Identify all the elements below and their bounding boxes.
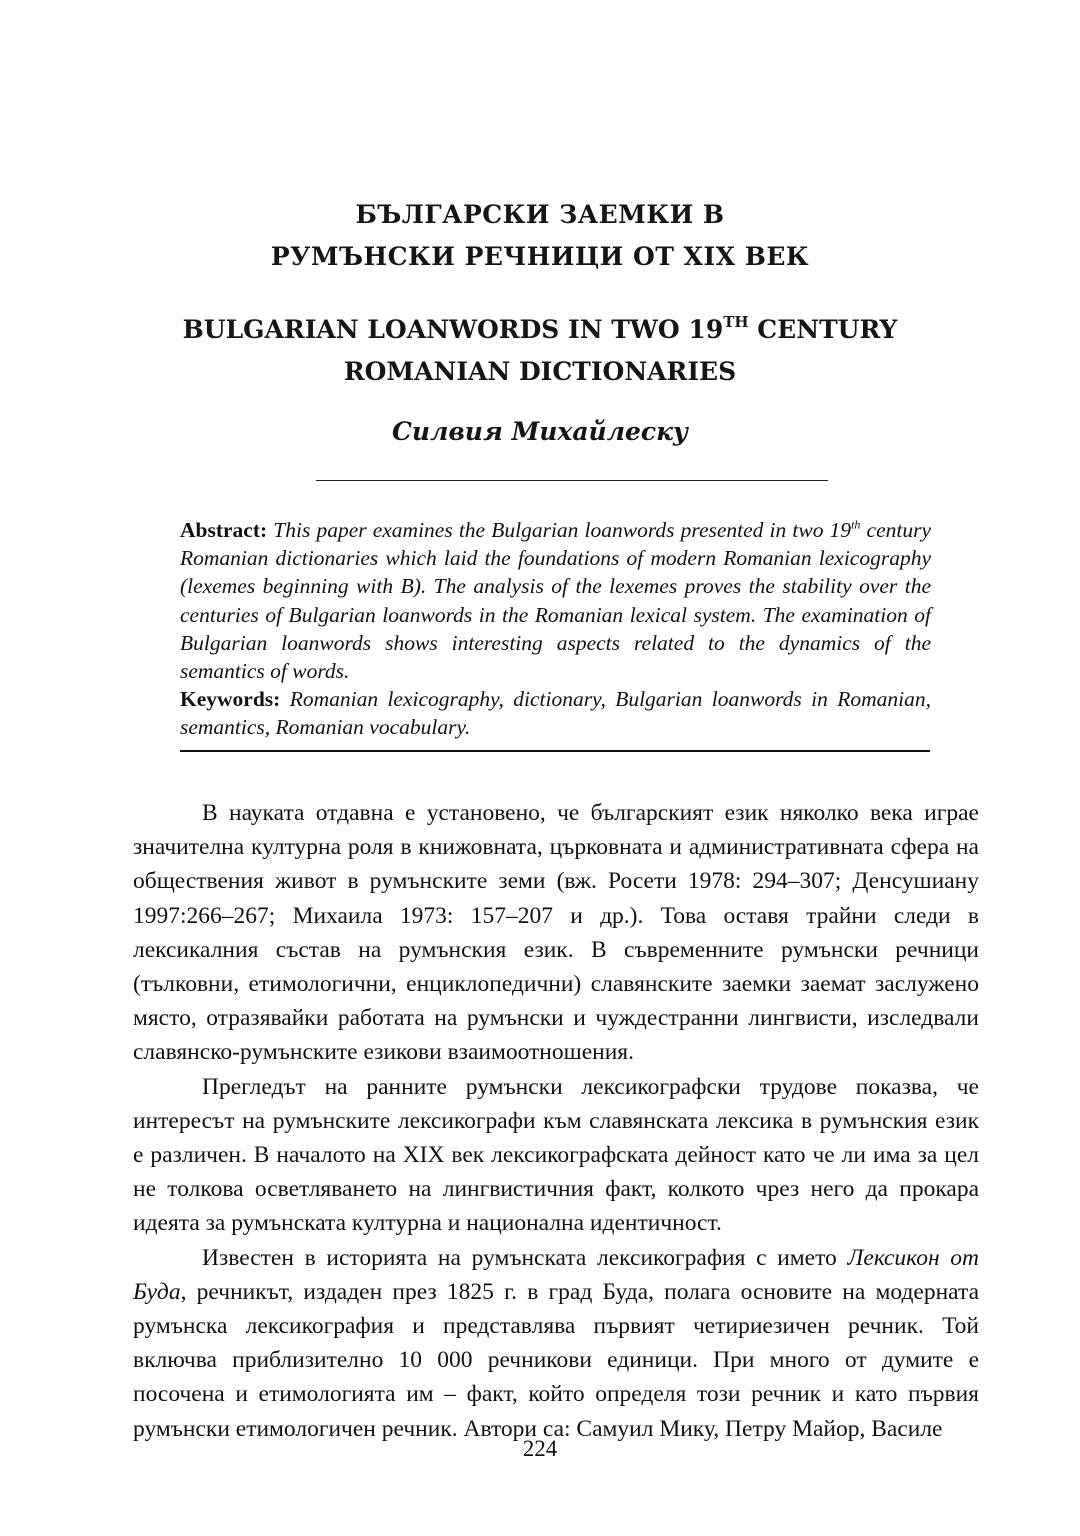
abstract-text: This paper examines the Bulgarian loanwords presented in two 19 bbox=[267, 518, 852, 542]
body-paragraph-3 bbox=[133, 1241, 979, 1446]
title-english-line-1-end: CENTURY bbox=[748, 315, 898, 344]
abstract-label: Abstract: bbox=[180, 518, 268, 542]
title-english-line-2: ROMANIAN DICTIONARIES bbox=[343, 357, 737, 386]
keywords-paragraph bbox=[180, 685, 931, 741]
title-divider bbox=[316, 480, 828, 481]
keywords-text: Romanian lexicography, dictionary, Bulgarian loanwords in Romanian, semantics, Romanian vocabulary. bbox=[180, 687, 931, 740]
abstract-text-cont: century Romanian dictionaries which laid the foundations of modern Romanian lexicography (lexemes beginning with B). The analysis of the lexemes proves the stability over the centuries of Bulgarian loanwords in the Romanian lexical system. The examination of Bulgarian loanwords shows interesting aspects related to the dynamics of the semantics of words. bbox=[180, 518, 931, 684]
title-bulgarian-line-1: БЪЛГАРСКИ ЗАЕМКИ В bbox=[355, 200, 725, 229]
title-bulgarian-line-2: РУМЪНСКИ РЕЧНИЦИ ОТ XIX ВЕК bbox=[270, 242, 810, 271]
abstract-superscript: th bbox=[851, 517, 861, 532]
body-paragraph-1: В науката отдавна е установено, че българският език няколко века играе значителна културна роля в книжовната, църковната и административната сфера на обществения живот в румънските земи (вж. Росети 1978: 294–307; Денсушиану 1997:266–267; Михаила 1973: 157–207 и др.). Това оставя трайни следи в лексикалния състав на румънския език. В съвременните румънски речници (тълковни, етимологични, енциклопедични) славянските заемки заемат заслужено място, отразявайки работата на румънски и чуждестранни лингвисти, изследвали славянско-румънските езикови взаимоотношения. bbox=[133, 800, 979, 1066]
body-text bbox=[133, 796, 979, 1446]
title-english-line-1 bbox=[0, 312, 1080, 344]
abstract-paragraph bbox=[180, 516, 931, 685]
abstract-block bbox=[180, 516, 931, 742]
page-number: 224 bbox=[522, 1436, 558, 1461]
lexicon-title: Лексикон от Буда bbox=[133, 1244, 979, 1305]
author-name: Силвия Михайлеску bbox=[392, 417, 688, 446]
keywords-label: Keywords: bbox=[180, 687, 281, 712]
title-english-superscript: TH bbox=[723, 312, 749, 331]
body-paragraph-2: Прегледът на ранните румънски лексикографски трудове показва, че интересът на румънските лексикографи към славянската лексика в румънския език е различен. В началото на XIX век лексикографската дейност като че ли има за цел не толкова осветляването на лингвистичния факт, колкото чрез него да прокара идеята за румънската културна и национална идентичност. bbox=[133, 1073, 979, 1237]
abstract-divider bbox=[180, 750, 930, 752]
body-paragraph-3-start: Известен в историята на румънската лексикография с името bbox=[202, 1244, 848, 1271]
title-english-line-1-text: BULGARIAN LOANWORDS IN TWO 19 bbox=[182, 315, 724, 344]
body-paragraph-3-rest: , речникът, издаден през 1825 г. в град Буда, полага основите на модерната румънска лексикография и представлява първият четириезичен речник. Той включва приблизително 10 000 речникови единици. При много от думите е посочена и етимологията им – факт, който определя този речник и като първия румънски етимологичен речник. Автори са: Самуил Мику, Петру Майор, Василе bbox=[133, 1278, 979, 1442]
